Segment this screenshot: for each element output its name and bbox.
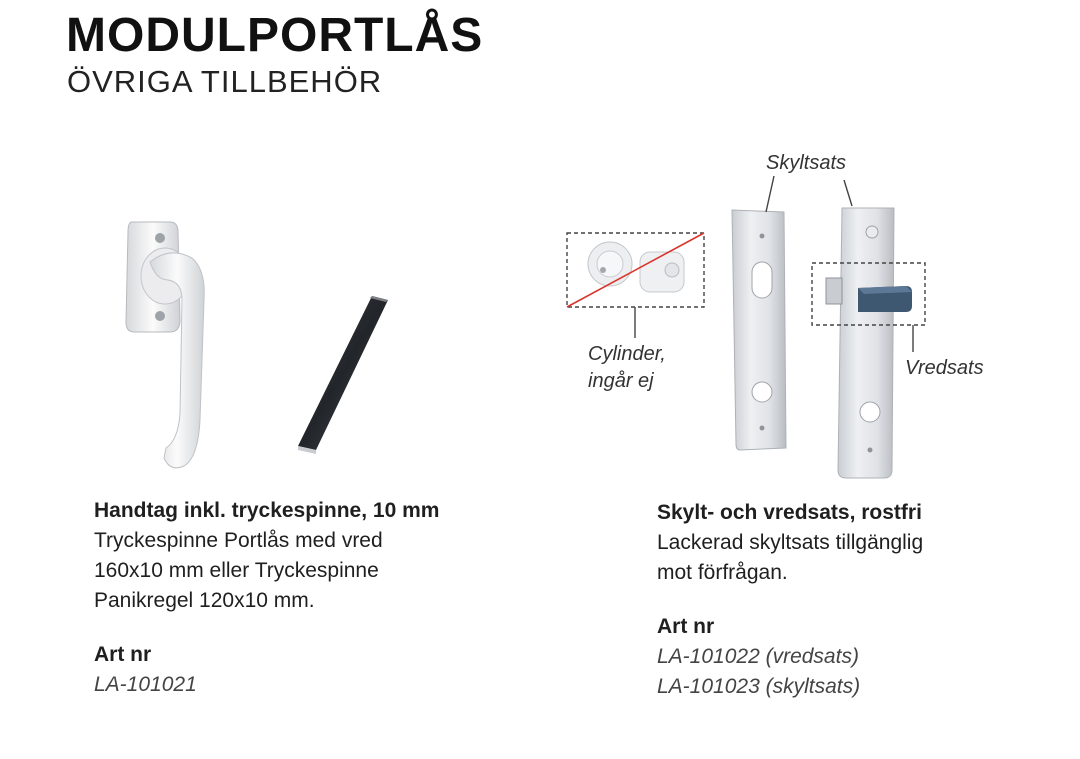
callout-skyltsats-text: Skyltsats bbox=[766, 152, 847, 174]
right-product-desc-line: mot förfrågan. bbox=[657, 561, 788, 584]
callout-cylinder-line1: Cylinder, bbox=[588, 343, 666, 365]
handle-image bbox=[126, 222, 204, 468]
vredsats-plate-image bbox=[812, 180, 925, 478]
left-art-number: LA-101021 bbox=[94, 673, 197, 696]
right-art-number: LA-101023 (skyltsats) bbox=[657, 675, 861, 698]
cylinder-image bbox=[567, 233, 704, 338]
skyltsats-plate-image bbox=[732, 176, 786, 450]
right-product-desc-line: Lackerad skyltsats tillgänglig bbox=[657, 531, 924, 554]
right-product-info bbox=[657, 498, 923, 702]
right-art-label: Art nr bbox=[657, 615, 715, 638]
callout-cylinder bbox=[588, 341, 666, 395]
left-product-info bbox=[94, 496, 439, 700]
left-art-label: Art nr bbox=[94, 643, 152, 666]
left-product-heading: Handtag inkl. tryckespinne, 10 mm bbox=[94, 499, 440, 522]
callout-skyltsats bbox=[766, 150, 846, 177]
right-art-number: LA-101022 (vredsats) bbox=[657, 645, 859, 668]
left-product-desc-line: Panikregel 120x10 mm. bbox=[94, 589, 315, 612]
spindle-image bbox=[298, 296, 388, 454]
left-product-desc-line: 160x10 mm eller Tryckespinne bbox=[94, 559, 379, 582]
page-title: MODULPORTLÅS bbox=[66, 9, 484, 62]
callout-vredsats-text: Vredsats bbox=[905, 357, 984, 379]
page-subtitle: ÖVRIGA TILLBEHÖR bbox=[67, 64, 383, 99]
callout-vredsats bbox=[905, 355, 984, 382]
callout-cylinder-line2: ingår ej bbox=[588, 370, 654, 392]
right-product-heading: Skylt- och vredsats, rostfri bbox=[657, 501, 922, 524]
left-product-desc-line: Tryckespinne Portlås med vred bbox=[94, 529, 383, 552]
